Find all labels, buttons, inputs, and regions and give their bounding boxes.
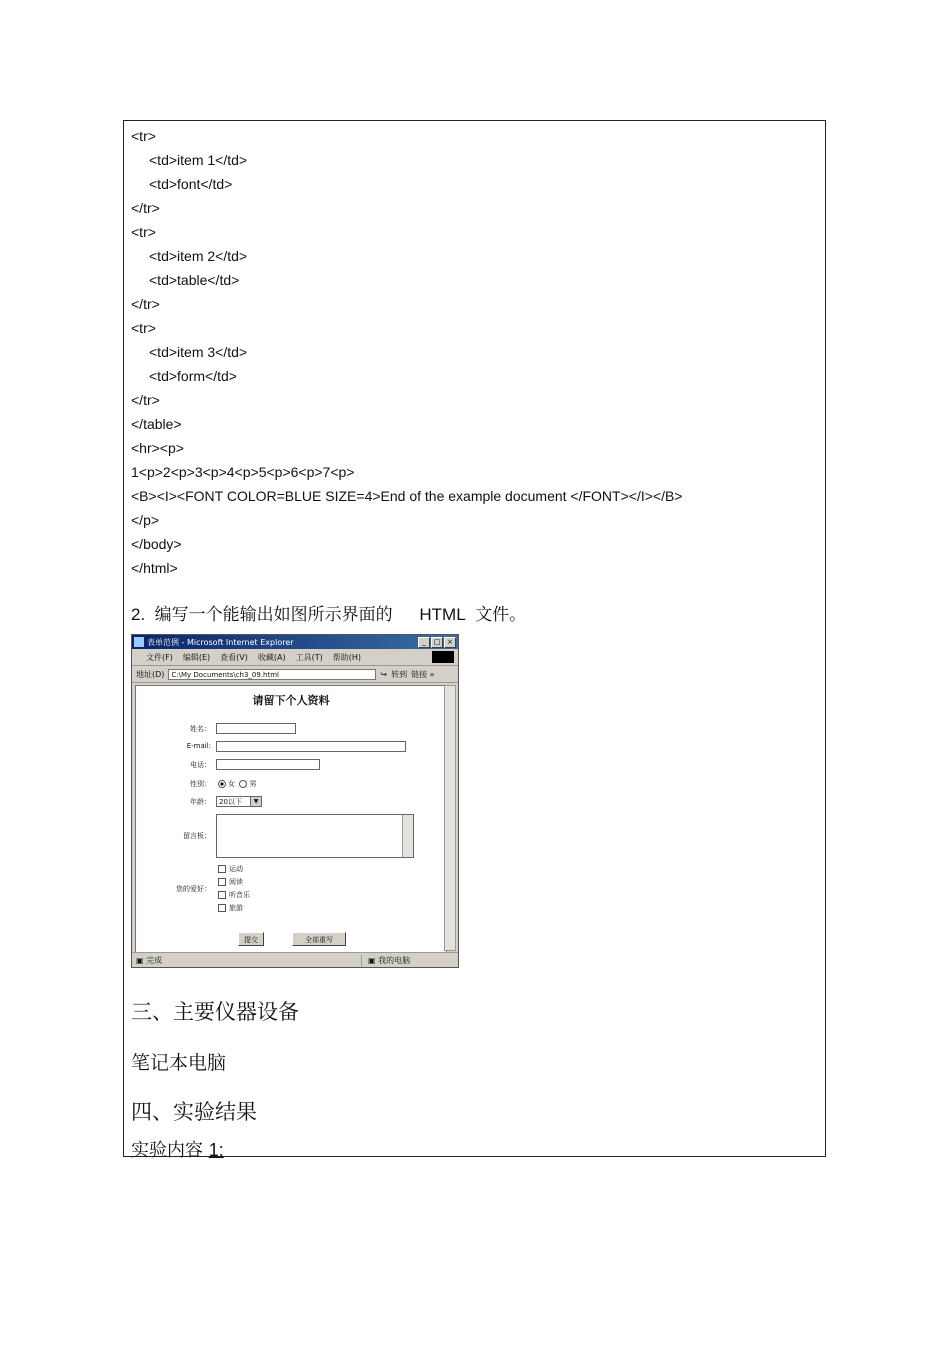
hobby-label-text: 运动 [229,865,243,873]
message-textarea [216,814,414,858]
status-text: 完成 [146,955,163,965]
ie-menu-item: 查看(V) [220,652,248,662]
task-2 [131,600,526,625]
code-line: </tr> [131,200,160,216]
submit-button: 提交 [238,932,264,946]
ie-menu-item: 工具(T) [295,652,323,662]
equipment-text: 笔记本电脑 [131,1052,227,1074]
checkbox-icon [218,904,226,912]
task-suffix: 文件。 [475,605,527,624]
email-field [216,741,406,752]
ie-title: 表单范例 - Microsoft Internet Explorer [147,637,294,647]
form-heading: 请留下个人资料 [252,694,330,707]
zone-text: 我的电脑 [378,955,411,965]
code-line: <td>form</td> [149,368,237,384]
radio-female [218,780,226,788]
chevron-down-icon: ▼ [250,797,261,806]
task-html: HTML [419,605,466,624]
content-1-num: 1: [208,1140,224,1160]
code-line: </p> [131,512,160,528]
code-line: </table> [131,416,182,432]
male-label: 男 [249,780,257,788]
female-label: 女 [228,780,235,788]
age-label: 年龄： [190,798,211,806]
ie-menu-item: 帮助(H) [332,652,361,662]
code-line: <td>table</td> [149,272,240,288]
content-1 [131,1136,224,1162]
go-label: 转到 [391,669,408,679]
ie-menubar [132,649,458,666]
address-field: C:\My Documents\ch3_09.html [168,669,376,680]
code-block [131,124,682,580]
computer-icon: ▣ [368,955,376,965]
gender-options [218,779,256,789]
code-line: </tr> [131,296,160,312]
name-field [216,723,296,734]
code-line: 1<p>2<p>3<p>4<p>5<p>6<p>7<p> [131,464,355,480]
go-icon: ↪ [380,669,388,679]
content-1-label: 实验内容 [131,1140,203,1161]
checkbox-icon [218,891,226,899]
ie-page [135,685,447,953]
maximize-icon: □ [431,637,443,648]
code-line: <tr> [131,128,156,144]
ie-scrollbar [444,685,456,951]
minimize-icon: _ [418,637,430,648]
reset-button: 全部重写 [292,932,346,946]
code-line: <td>item 2</td> [149,248,248,264]
message-label: 留言板： [183,832,211,840]
ie-menu-item: 收藏(A) [257,652,286,662]
ie-menu-item: 文件(F) [146,652,173,662]
hobby-option [218,890,250,900]
ie-statusbar [132,952,458,967]
age-value: 20以下 [219,798,242,806]
ie-window-screenshot [131,634,459,968]
page-icon: ▣ [136,955,144,965]
name-label: 姓名： [190,725,211,733]
section-4-heading: 四、实验结果 [131,1100,257,1124]
window-controls [418,637,456,648]
close-icon: × [444,637,456,648]
task-text: 编写一个能输出如图所示界面的 [154,605,393,624]
code-line: <td>item 3</td> [149,344,248,360]
code-line: <td>font</td> [149,176,233,192]
ie-menu-item: 编辑(E) [182,652,211,662]
hobby-option [218,903,243,913]
code-line: <tr> [131,224,156,240]
checkbox-icon [218,878,226,886]
hobby-option [218,877,243,887]
hobby-label: 您的爱好： [176,885,211,893]
code-line: <hr><p> [131,440,184,456]
windows-logo-icon [432,651,454,663]
code-line: </tr> [131,392,160,408]
hobby-label-text: 听音乐 [229,891,250,899]
code-line: <td>item 1</td> [149,152,248,168]
section-3-heading: 三、主要仪器设备 [131,1000,299,1024]
email-label: E-mail: [186,742,211,750]
checkbox-icon [218,865,226,873]
code-line: </html> [131,560,178,576]
gender-label: 性别： [190,780,211,788]
task-number: 2. [131,605,146,624]
ie-icon [134,637,144,647]
code-line: <tr> [131,320,156,336]
address-label: 地址(D) [136,669,165,679]
age-select [216,796,262,807]
ie-addressbar [132,666,458,683]
phone-field [216,759,320,770]
code-line: </body> [131,536,182,552]
radio-male [239,780,247,788]
phone-label: 电话： [190,761,211,769]
hobby-label-text: 旅游 [229,904,243,912]
hobby-option [218,864,243,874]
code-line: <B><I><FONT COLOR=BLUE SIZE=4>End of the example document </FONT></I></B> [131,488,683,504]
links-label: 链接 » [411,669,435,679]
ie-titlebar [132,635,458,649]
hobby-label-text: 阅读 [229,878,243,886]
